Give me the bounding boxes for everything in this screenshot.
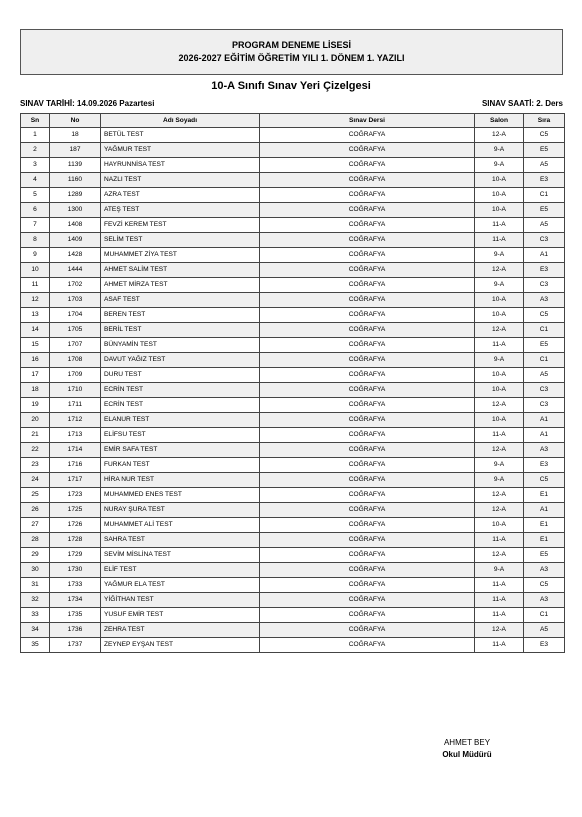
table-row xyxy=(21,608,565,623)
table-row xyxy=(21,458,565,473)
cell-no: 1723 xyxy=(50,488,101,503)
table-row xyxy=(21,518,565,533)
cell-no: 1408 xyxy=(50,218,101,233)
table-row xyxy=(21,308,565,323)
cell-seat: A3 xyxy=(524,443,565,458)
cell-subject: COĞRAFYA xyxy=(260,368,475,383)
cell-room: 10-A xyxy=(475,173,524,188)
cell-seat: A5 xyxy=(524,368,565,383)
cell-sn: 6 xyxy=(21,203,50,218)
cell-room: 11-A xyxy=(475,338,524,353)
cell-sn: 1 xyxy=(21,128,50,143)
signature-block xyxy=(430,737,504,761)
page-title: 10-A Sınıfı Sınav Yeri Çizelgesi xyxy=(211,80,371,92)
cell-name: DURU TEST xyxy=(101,368,260,383)
column-header-sn: Sn xyxy=(21,114,50,128)
cell-seat: A1 xyxy=(524,428,565,443)
exam-date: SINAV TARİHİ: 14.09.2026 Pazartesi xyxy=(20,99,155,108)
cell-no: 1707 xyxy=(50,338,101,353)
cell-name: AZRA TEST xyxy=(101,188,260,203)
cell-subject: COĞRAFYA xyxy=(260,383,475,398)
cell-subject: COĞRAFYA xyxy=(260,623,475,638)
school-header xyxy=(20,29,563,75)
cell-name: SELİM TEST xyxy=(101,233,260,248)
cell-room: 12-A xyxy=(475,488,524,503)
cell-seat: E5 xyxy=(524,143,565,158)
cell-name: MUHAMMET ZİYA TEST xyxy=(101,248,260,263)
cell-subject: COĞRAFYA xyxy=(260,593,475,608)
cell-sn: 12 xyxy=(21,293,50,308)
cell-seat: C3 xyxy=(524,233,565,248)
cell-name: MUHAMMET ALİ TEST xyxy=(101,518,260,533)
table-header-row xyxy=(21,114,565,128)
cell-sn: 10 xyxy=(21,263,50,278)
cell-name: YİĞİTHAN TEST xyxy=(101,593,260,608)
cell-room: 12-A xyxy=(475,623,524,638)
cell-sn: 24 xyxy=(21,473,50,488)
cell-subject: COĞRAFYA xyxy=(260,533,475,548)
cell-no: 1728 xyxy=(50,533,101,548)
table-body xyxy=(21,128,565,653)
cell-no: 1710 xyxy=(50,383,101,398)
cell-seat: E5 xyxy=(524,548,565,563)
cell-name: SAHRA TEST xyxy=(101,533,260,548)
cell-seat: C3 xyxy=(524,383,565,398)
cell-room: 12-A xyxy=(475,323,524,338)
cell-subject: COĞRAFYA xyxy=(260,218,475,233)
column-header-seat: Sıra xyxy=(524,114,565,128)
cell-sn: 8 xyxy=(21,233,50,248)
cell-name: BÜNYAMİN TEST xyxy=(101,338,260,353)
table-row xyxy=(21,158,565,173)
cell-subject: COĞRAFYA xyxy=(260,398,475,413)
cell-seat: C5 xyxy=(524,128,565,143)
table-row xyxy=(21,548,565,563)
cell-name: BETÜL TEST xyxy=(101,128,260,143)
table-row xyxy=(21,218,565,233)
cell-sn: 14 xyxy=(21,323,50,338)
cell-sn: 23 xyxy=(21,458,50,473)
cell-subject: COĞRAFYA xyxy=(260,233,475,248)
cell-no: 1712 xyxy=(50,413,101,428)
table-row xyxy=(21,413,565,428)
cell-sn: 5 xyxy=(21,188,50,203)
table-row xyxy=(21,323,565,338)
cell-room: 9-A xyxy=(475,458,524,473)
cell-no: 1737 xyxy=(50,638,101,653)
cell-room: 11-A xyxy=(475,593,524,608)
cell-sn: 19 xyxy=(21,398,50,413)
cell-no: 1729 xyxy=(50,548,101,563)
cell-seat: C5 xyxy=(524,473,565,488)
cell-name: MUHAMMED ENES TEST xyxy=(101,488,260,503)
cell-seat: E5 xyxy=(524,203,565,218)
cell-no: 1714 xyxy=(50,443,101,458)
cell-room: 11-A xyxy=(475,578,524,593)
cell-sn: 35 xyxy=(21,638,50,653)
cell-room: 9-A xyxy=(475,563,524,578)
cell-subject: COĞRAFYA xyxy=(260,158,475,173)
table-row xyxy=(21,248,565,263)
cell-room: 10-A xyxy=(475,308,524,323)
column-header-name: Adı Soyadı xyxy=(101,114,260,128)
table-row xyxy=(21,383,565,398)
table-row xyxy=(21,428,565,443)
cell-subject: COĞRAFYA xyxy=(260,353,475,368)
cell-name: YAĞMUR ELA TEST xyxy=(101,578,260,593)
cell-no: 1716 xyxy=(50,458,101,473)
cell-no: 187 xyxy=(50,143,101,158)
cell-room: 10-A xyxy=(475,188,524,203)
cell-seat: A1 xyxy=(524,413,565,428)
cell-room: 10-A xyxy=(475,518,524,533)
cell-seat: A3 xyxy=(524,563,565,578)
cell-no: 1428 xyxy=(50,248,101,263)
cell-sn: 2 xyxy=(21,143,50,158)
table-row xyxy=(21,533,565,548)
cell-name: YUSUF EMİR TEST xyxy=(101,608,260,623)
cell-sn: 31 xyxy=(21,578,50,593)
cell-seat: A5 xyxy=(524,158,565,173)
cell-subject: COĞRAFYA xyxy=(260,638,475,653)
cell-no: 1730 xyxy=(50,563,101,578)
table-row xyxy=(21,563,565,578)
cell-seat: E1 xyxy=(524,518,565,533)
table-row xyxy=(21,578,565,593)
table-row xyxy=(21,173,565,188)
cell-name: FURKAN TEST xyxy=(101,458,260,473)
principal-name: AHMET BEY xyxy=(443,738,491,747)
cell-name: FEVZİ KEREM TEST xyxy=(101,218,260,233)
cell-no: 1289 xyxy=(50,188,101,203)
cell-room: 9-A xyxy=(475,353,524,368)
cell-sn: 21 xyxy=(21,428,50,443)
table-row xyxy=(21,128,565,143)
column-header-no: No xyxy=(50,114,101,128)
cell-sn: 13 xyxy=(21,308,50,323)
cell-sn: 3 xyxy=(21,158,50,173)
cell-room: 10-A xyxy=(475,413,524,428)
cell-sn: 9 xyxy=(21,248,50,263)
cell-seat: A1 xyxy=(524,248,565,263)
cell-sn: 20 xyxy=(21,413,50,428)
cell-seat: E3 xyxy=(524,173,565,188)
cell-seat: C3 xyxy=(524,398,565,413)
cell-room: 12-A xyxy=(475,548,524,563)
cell-name: ECRİN TEST xyxy=(101,383,260,398)
cell-room: 10-A xyxy=(475,368,524,383)
table-row xyxy=(21,338,565,353)
cell-no: 1733 xyxy=(50,578,101,593)
cell-subject: COĞRAFYA xyxy=(260,458,475,473)
cell-sn: 18 xyxy=(21,383,50,398)
cell-room: 10-A xyxy=(475,203,524,218)
table-row xyxy=(21,593,565,608)
cell-sn: 26 xyxy=(21,503,50,518)
column-header-subject: Sınav Dersi xyxy=(260,114,475,128)
cell-sn: 27 xyxy=(21,518,50,533)
table-row xyxy=(21,638,565,653)
cell-name: BEREN TEST xyxy=(101,308,260,323)
cell-no: 1713 xyxy=(50,428,101,443)
principal-role: Okul Müdürü xyxy=(442,750,492,759)
cell-sn: 28 xyxy=(21,533,50,548)
cell-room: 12-A xyxy=(475,263,524,278)
cell-subject: COĞRAFYA xyxy=(260,518,475,533)
cell-seat: A3 xyxy=(524,593,565,608)
cell-no: 1444 xyxy=(50,263,101,278)
table-row xyxy=(21,488,565,503)
cell-subject: COĞRAFYA xyxy=(260,548,475,563)
cell-no: 1734 xyxy=(50,593,101,608)
cell-no: 1705 xyxy=(50,323,101,338)
cell-subject: COĞRAFYA xyxy=(260,278,475,293)
cell-room: 12-A xyxy=(475,443,524,458)
cell-sn: 29 xyxy=(21,548,50,563)
table-row xyxy=(21,623,565,638)
cell-no: 1717 xyxy=(50,473,101,488)
cell-sn: 15 xyxy=(21,338,50,353)
cell-room: 11-A xyxy=(475,428,524,443)
cell-seat: C1 xyxy=(524,353,565,368)
cell-subject: COĞRAFYA xyxy=(260,338,475,353)
table-row xyxy=(21,203,565,218)
cell-subject: COĞRAFYA xyxy=(260,563,475,578)
cell-room: 11-A xyxy=(475,533,524,548)
cell-no: 1709 xyxy=(50,368,101,383)
cell-subject: COĞRAFYA xyxy=(260,203,475,218)
cell-sn: 25 xyxy=(21,488,50,503)
cell-no: 1711 xyxy=(50,398,101,413)
cell-subject: COĞRAFYA xyxy=(260,413,475,428)
cell-name: HİRA NUR TEST xyxy=(101,473,260,488)
cell-sn: 16 xyxy=(21,353,50,368)
cell-sn: 11 xyxy=(21,278,50,293)
cell-seat: E5 xyxy=(524,338,565,353)
cell-name: ECRİN TEST xyxy=(101,398,260,413)
cell-subject: COĞRAFYA xyxy=(260,428,475,443)
cell-seat: C3 xyxy=(524,278,565,293)
table-row xyxy=(21,473,565,488)
cell-room: 11-A xyxy=(475,608,524,623)
cell-name: EMİR SAFA TEST xyxy=(101,443,260,458)
cell-room: 11-A xyxy=(475,638,524,653)
cell-room: 9-A xyxy=(475,278,524,293)
cell-room: 9-A xyxy=(475,143,524,158)
cell-name: AHMET SALİM TEST xyxy=(101,263,260,278)
cell-name: NAZLI TEST xyxy=(101,173,260,188)
table-row xyxy=(21,503,565,518)
cell-no: 1703 xyxy=(50,293,101,308)
cell-subject: COĞRAFYA xyxy=(260,608,475,623)
cell-no: 1708 xyxy=(50,353,101,368)
cell-no: 1736 xyxy=(50,623,101,638)
cell-subject: COĞRAFYA xyxy=(260,488,475,503)
cell-name: HAYRUNNİSA TEST xyxy=(101,158,260,173)
cell-room: 11-A xyxy=(475,233,524,248)
cell-subject: COĞRAFYA xyxy=(260,128,475,143)
cell-seat: E1 xyxy=(524,488,565,503)
cell-sn: 32 xyxy=(21,593,50,608)
school-name: PROGRAM DENEME LİSESİ xyxy=(231,40,351,50)
cell-no: 1139 xyxy=(50,158,101,173)
cell-subject: COĞRAFYA xyxy=(260,323,475,338)
cell-no: 18 xyxy=(50,128,101,143)
cell-subject: COĞRAFYA xyxy=(260,443,475,458)
cell-name: NURAY ŞURA TEST xyxy=(101,503,260,518)
cell-room: 10-A xyxy=(475,383,524,398)
cell-seat: C5 xyxy=(524,578,565,593)
cell-no: 1735 xyxy=(50,608,101,623)
cell-no: 1726 xyxy=(50,518,101,533)
table-row xyxy=(21,293,565,308)
cell-seat: A3 xyxy=(524,293,565,308)
cell-subject: COĞRAFYA xyxy=(260,143,475,158)
cell-seat: C5 xyxy=(524,308,565,323)
table-row xyxy=(21,188,565,203)
table-row xyxy=(21,263,565,278)
cell-name: ASAF TEST xyxy=(101,293,260,308)
cell-sn: 34 xyxy=(21,623,50,638)
cell-name: ATEŞ TEST xyxy=(101,203,260,218)
cell-name: DAVUT YAĞIZ TEST xyxy=(101,353,260,368)
cell-room: 10-A xyxy=(475,293,524,308)
term-title: 2026-2027 EĞİTİM ÖĞRETİM YILI 1. DÖNEM 1. YAZILI xyxy=(178,53,405,63)
cell-name: YAĞMUR TEST xyxy=(101,143,260,158)
cell-room: 9-A xyxy=(475,158,524,173)
cell-subject: COĞRAFYA xyxy=(260,248,475,263)
cell-seat: C1 xyxy=(524,323,565,338)
cell-subject: COĞRAFYA xyxy=(260,188,475,203)
cell-name: ZEHRA TEST xyxy=(101,623,260,638)
cell-subject: COĞRAFYA xyxy=(260,173,475,188)
cell-subject: COĞRAFYA xyxy=(260,293,475,308)
table-row xyxy=(21,443,565,458)
table-row xyxy=(21,233,565,248)
cell-seat: E3 xyxy=(524,458,565,473)
cell-name: BERİL TEST xyxy=(101,323,260,338)
cell-seat: C1 xyxy=(524,608,565,623)
table-row xyxy=(21,368,565,383)
cell-room: 11-A xyxy=(475,218,524,233)
cell-name: ELİFSU TEST xyxy=(101,428,260,443)
column-header-room: Salon xyxy=(475,114,524,128)
cell-subject: COĞRAFYA xyxy=(260,503,475,518)
table-row xyxy=(21,278,565,293)
cell-room: 9-A xyxy=(475,473,524,488)
cell-sn: 7 xyxy=(21,218,50,233)
cell-no: 1300 xyxy=(50,203,101,218)
cell-no: 1702 xyxy=(50,278,101,293)
cell-seat: A1 xyxy=(524,503,565,518)
cell-seat: C1 xyxy=(524,188,565,203)
cell-room: 12-A xyxy=(475,503,524,518)
cell-sn: 22 xyxy=(21,443,50,458)
cell-name: ELİF TEST xyxy=(101,563,260,578)
table-row xyxy=(21,143,565,158)
cell-no: 1704 xyxy=(50,308,101,323)
cell-room: 12-A xyxy=(475,128,524,143)
cell-seat: A5 xyxy=(524,623,565,638)
cell-name: SEVİM MİSLİNA TEST xyxy=(101,548,260,563)
cell-sn: 17 xyxy=(21,368,50,383)
cell-subject: COĞRAFYA xyxy=(260,473,475,488)
exam-time: SINAV SAATİ: 2. Ders xyxy=(481,99,563,108)
cell-no: 1160 xyxy=(50,173,101,188)
table-row xyxy=(21,398,565,413)
cell-sn: 4 xyxy=(21,173,50,188)
cell-subject: COĞRAFYA xyxy=(260,308,475,323)
cell-no: 1725 xyxy=(50,503,101,518)
cell-subject: COĞRAFYA xyxy=(260,578,475,593)
cell-seat: E3 xyxy=(524,638,565,653)
cell-no: 1409 xyxy=(50,233,101,248)
cell-seat: E1 xyxy=(524,533,565,548)
cell-subject: COĞRAFYA xyxy=(260,263,475,278)
table-row xyxy=(21,353,565,368)
cell-room: 12-A xyxy=(475,398,524,413)
cell-room: 9-A xyxy=(475,248,524,263)
cell-sn: 30 xyxy=(21,563,50,578)
cell-name: ZEYNEP EYŞAN TEST xyxy=(101,638,260,653)
cell-name: ELANUR TEST xyxy=(101,413,260,428)
seating-table xyxy=(20,113,565,653)
cell-sn: 33 xyxy=(21,608,50,623)
cell-name: AHMET MİRZA TEST xyxy=(101,278,260,293)
cell-seat: E3 xyxy=(524,263,565,278)
cell-seat: A5 xyxy=(524,218,565,233)
